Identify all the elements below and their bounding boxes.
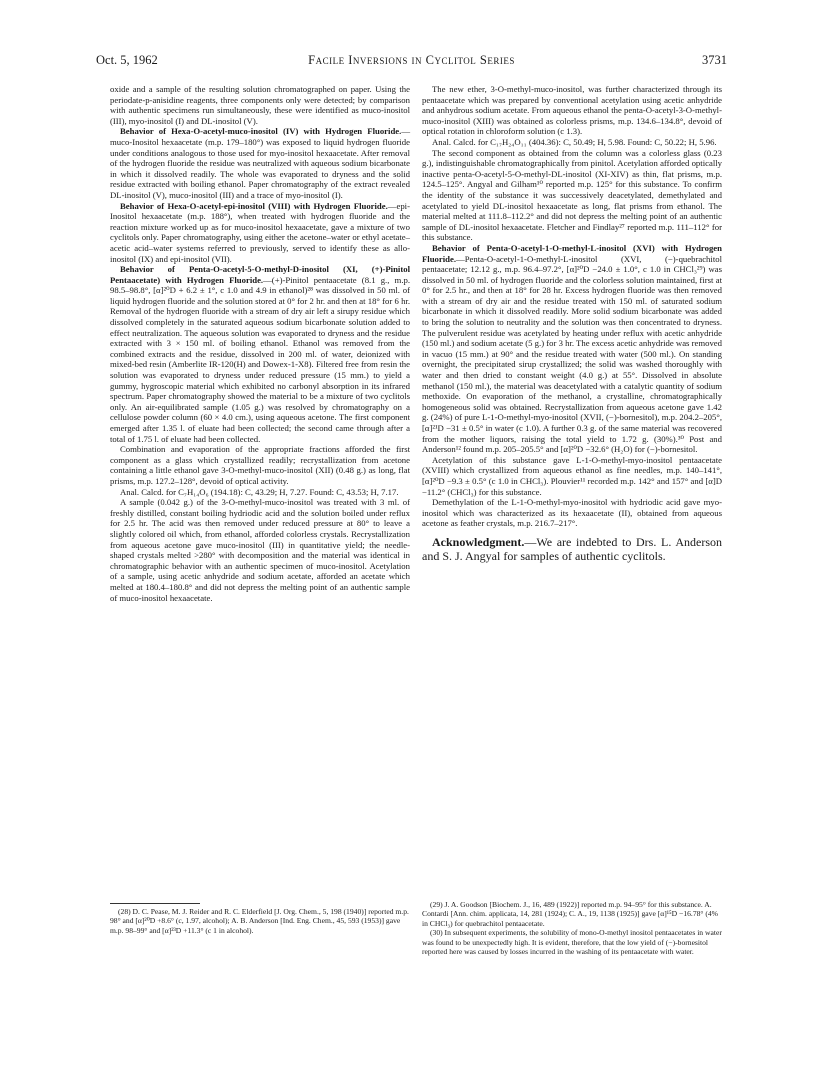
footnote-rule bbox=[110, 903, 200, 904]
body-paragraph bbox=[110, 126, 410, 200]
paragraph-text: Acetylation of this substance gave L-1-O-methyl-myo-inositol pentaacetate (XVIII) which crystallized from aqueous ethanol as fine needles, m.p. 140–141°, [α]²⁰D −9.3 ± 0.5° (c 1.0 in CHCl₃). Plouvier¹¹ recorded m.p. 142° and 157° and [α]D −11.2° (CHCl₃) for this substance. bbox=[422, 454, 722, 497]
footnotes-left bbox=[110, 898, 410, 935]
footnote: (29) J. A. Goodson [Biochem. J., 16, 489 (1922)] reported m.p. 94–95° for this substance. A. Contardi [Ann. chim. applicata, 14, 281 (1924); C. A., 19, 1138 (1925)] gave [α]¹⁵D −16.78° (4% in CHCl₃) for quebrachitol pentaacetate. bbox=[422, 900, 719, 928]
body-paragraph bbox=[110, 84, 410, 126]
paragraph-text: The new ether, 3-O-methyl-muco-inositol, was further characterized through its pentaacetate which was prepared by conventional acetylation using acetic anhydride and anhydrous sodium acetate. From aqueous ethanol the penta-O-acetyl-3-O-methyl-muco-inositol (XIII) was obtained as colorless prisms, m.p. 134.6–134.8°, devoid of optical rotation in chloroform solution (c 1.3). bbox=[422, 84, 722, 137]
footnote: (30) In subsequent experiments, the solubility of mono-O-methyl inositol pentaacetates in water was found to be unexpectedly high. It is evident, therefore, that the low yield of (−)-bornesitol reported here was caused by losses incurred in the washing of its pentaacetate with water. bbox=[422, 928, 722, 957]
right-column bbox=[422, 84, 722, 563]
body-paragraph bbox=[422, 148, 722, 243]
body-paragraph bbox=[110, 444, 410, 486]
paragraph-text: —We are indebted to Drs. L. Anderson and S. J. Angyal for samples of authentic cyclitols. bbox=[422, 534, 722, 563]
section-heading: Behavior of Hexa-O-acetyl-epi-inositol (VIII) with Hydrogen Fluoride. bbox=[120, 200, 388, 211]
body-paragraph bbox=[422, 243, 722, 455]
body-paragraph bbox=[110, 264, 410, 444]
paragraph-text: Anal. Calcd. for C₇H₁₄O₆ (194.18): C, 43.29; H, 7.27. Found: C, 43.53; H, 7.17. bbox=[120, 486, 399, 497]
paragraph-text: The second component as obtained from the column was a colorless glass (0.23 g.), indistinguishable chromatographically from pinitol. Acetylation afforded optically inactive penta-O-acetyl-5-O-methyl-DL-inositol (XI-XIV) as thin, flat prisms, m.p. 124.5–125°. Angyal and Gilham¹⁰ reported m.p. 125° for this substance. To confirm the identity of the substance it was successively deacetylated, demethylated and acetylated to yield DL-inositol hexaacetate as long, flat prisms from ethanol. The material melted at 111.8–112.2° and did not depress the melting point of an authentic sample of DL-inositol hexaacetate. Fletcher and Findlay²⁷ reported m.p. 111–112° for this substance. bbox=[422, 147, 722, 243]
header-page-number: 3731 bbox=[702, 53, 727, 67]
paragraph-text: —epi-Inositol hexaacetate (m.p. 188°), when treated with hydrogen fluoride and the reaction mixture worked up as for muco-inositol hexaacetate, gave a mixture of two cyclitols only. Paper chromatography, using either the acetone–water or ethyl acetate–acetic acid–water systems referred to previously, served to identify these as allo-inositol (IX) and epi-inositol (VII). bbox=[110, 200, 410, 264]
paragraph-text: —(+)-Pinitol pentaacetate (8.1 g., m.p. 98.5–98.8°, [α]²⁰D + 6.2 ± 1°, c 1.0 and 4.9 in ethanol)²⁸ was dissolved in 50 ml. of liquid hydrogen fluoride and the solution stored at 0° for 2 hr. and then at 18° for 6 hr. Removal of the hydrogen fluoride with a stream of dry air left a sirupy residue which dissolved completely in the saturated aqueous sodium bicarbonate solution added to effect neutralization. The aqueous solution was evaporated to dryness and the residue extracted with 3 × 150 ml. of boiling ethanol. Ethanol was removed from the combined extracts and the residue, dissolved in 200 ml. of water, deionized with mixed-bed resin (Amberlite IR-120(H) and Dowex-1-X8). Filtered free from resin the solution was evaporated to dryness under reduced pressure (15 mm.) to yield a gummy, hygroscopic material which exhibited no carbonyl absorption in its infrared spectrum. Paper chromatography showed the material to be a mixture of two cyclitols only. An air-equilibrated sample (1.05 g.) was resolved by chromatography on a cellulose powder column (60 × 4.0 cm.), using aqueous acetone. The first component emerged after 1.35 l. of eluate had been collected; the second came through after a total of 1.75 l. of eluate had been collected. bbox=[110, 274, 411, 444]
paragraph-text: oxide and a sample of the resulting solution chromatographed on paper. Using the periodate-p-anisidine reagents, three components only were detected; by comparison with authentic specimens run simultaneously, these were identified as muco-inositol (III), myo-inositol (I) and DL-inositol (V). bbox=[110, 84, 410, 126]
paragraph-text: Demethylation of the L-1-O-methyl-myo-inositol with hydriodic acid gave myo-inositol which was characterized as its hexaacetate (II), obtained from aqueous acetone as feather crystals, m.p. 216.7–217°. bbox=[422, 497, 722, 529]
body-paragraph bbox=[422, 455, 722, 497]
body-paragraph bbox=[110, 487, 410, 498]
body-paragraph bbox=[422, 497, 722, 529]
body-paragraph bbox=[110, 497, 410, 603]
left-column bbox=[110, 84, 410, 603]
paragraph-text: Anal. Calcd. for C₁₇H₂₄O₁₁ (404.36): C, 50.49; H, 5.98. Found: C, 50.22; H, 5.96. bbox=[432, 136, 717, 147]
footnotes-right bbox=[422, 900, 722, 956]
header-title: Facile Inversions in Cyclitol Series bbox=[308, 53, 515, 67]
footnote: (28) D. C. Pease, M. J. Reider and R. C. Elderfield [J. Org. Chem., 5, 198 (1940)] reported m.p. 98° and [α]²⁰D +8.6° (c, 1.97, alcohol); A. B. Anderson [Ind. Eng. Chem., 45, 593 (1953)] gave m.p. 98–99° and [α]²³D +11.3° (c 1 in alcohol). bbox=[110, 907, 409, 935]
header-date: Oct. 5, 1962 bbox=[96, 53, 158, 67]
acknowledgment-paragraph bbox=[422, 535, 722, 563]
body-paragraph bbox=[110, 201, 410, 265]
paragraph-text: —Penta-O-acetyl-1-O-methyl-L-inositol (XVI, (−)-quebrachitol pentaacetate; 12.12 g., m.p. 96.4–97.2°, [α]²⁰D −24.0 ± 1.0°, c 1.0 in CHCl₃²⁹) was dissolved in 50 ml. of hydrogen fluoride and the colorless solution maintained, first at 0° for 2.5 hr., and then at 18° for 28 hr. Excess hydrogen fluoride was then removed with a stream of dry air and the residue treated with 150 ml. of saturated sodium bicarbonate in which it dissolved readily. More solid sodium bicarbonate was added to bring the solution to neutrality and the solution was then concentrated to dryness. The pulverulent residue was acetylated by heating under reflux with acetic anhydride (150 ml.) and sodium acetate (5 g.) for 3 hr. The excess acetic anhydride was removed in vacuo (15 mm.) at 90° and the residue treated with water (500 ml.). On standing overnight, the precipitated sirup crystallized; the solid was washed thoroughly with water and then dried to constant weight (4.0 g.) at 55°. Dissolved in absolute methanol (150 ml.), the material was deacetylated with a catalytic quantity of sodium methoxide. On evaporation of the methanol, a crystalline, chromatographically homogeneous solid was obtained. Recrystallization from aqueous acetone gave 1.42 g. (24%) of pure L-1-O-methyl-myo-inositol (XVII, (−)-bornesitol), m.p. 204.2–205°, [α]²¹D −31 ± 0.5° in water (c 1.0). A further 0.3 g. of the same material was recovered from the mother liquors, raising the total yield to 1.72 g. (30%).³⁰ Post and Anderson¹² found m.p. 205–205.5° and [α]²⁰D −32.6° (H₂O) for (−)-bornesitol. bbox=[422, 253, 722, 455]
body-paragraph bbox=[422, 84, 722, 137]
section-heading: Behavior of Penta-O-acetyl-5-O-methyl-D-inositol (XI, (+)-Pinitol Pentaacetate) with Hydrogen Fluoride. bbox=[110, 264, 410, 285]
paragraph-text: Combination and evaporation of the appropriate fractions afforded the first component as a glass which crystallized readily; recrystallization from acetone containing a little ethanol gave 3-O-methyl-muco-inositol (XII) (0.48 g.) as long, flat prisms, m.p. 127.2–128°, devoid of optical activity. bbox=[110, 444, 410, 486]
running-header bbox=[96, 53, 727, 71]
section-heading: Behavior of Penta-O-acetyl-1-O-methyl-L-inositol (XVI) with Hydrogen Fluoride. bbox=[422, 242, 722, 264]
paragraph-text: A sample (0.042 g.) of the 3-O-methyl-muco-inositol was treated with 3 ml. of freshly distilled, constant boiling hydriodic acid and the solution boiled under reflux for 2.5 hr. The acid was then removed under reduced pressure at 80° to leave a slightly colored oil which, from ethanol, afforded colorless crystals. Recrystallization from aqueous acetone gave muco-inositol (III) in quantitative yield; the needle-shaped crystals melted >280° with decomposition and the material was identical in chromatographic behavior with an authentic specimen of muco-inositol. Acetylation of a sample, using acetic anhydride and sodium acetate, afforded an acetate which melted at 180.4–180.8° and did not depress the melting point of an authentic sample of muco-inositol hexaacetate. bbox=[110, 497, 410, 603]
body-paragraph bbox=[422, 137, 722, 148]
section-heading: Acknowledgment. bbox=[432, 534, 525, 549]
paragraph-text: —muco-Inositol hexaacetate (m.p. 179–180°) was exposed to liquid hydrogen fluoride under conditions analogous to those used for myo-inositol hexaacetate. After removal of the hydrogen fluoride the residue was neutralized with aqueous sodium bicarbonate in which it dissolved readily. The whole was evaporated to dryness and the solid residue extracted with boiling ethanol. Paper chromatography of the extract revealed DL-inositol (V), muco-inositol (III) and a trace of myo-inositol (I). bbox=[110, 126, 410, 200]
section-heading: Behavior of Hexa-O-acetyl-muco-inositol (IV) with Hydrogen Fluoride. bbox=[120, 126, 402, 137]
